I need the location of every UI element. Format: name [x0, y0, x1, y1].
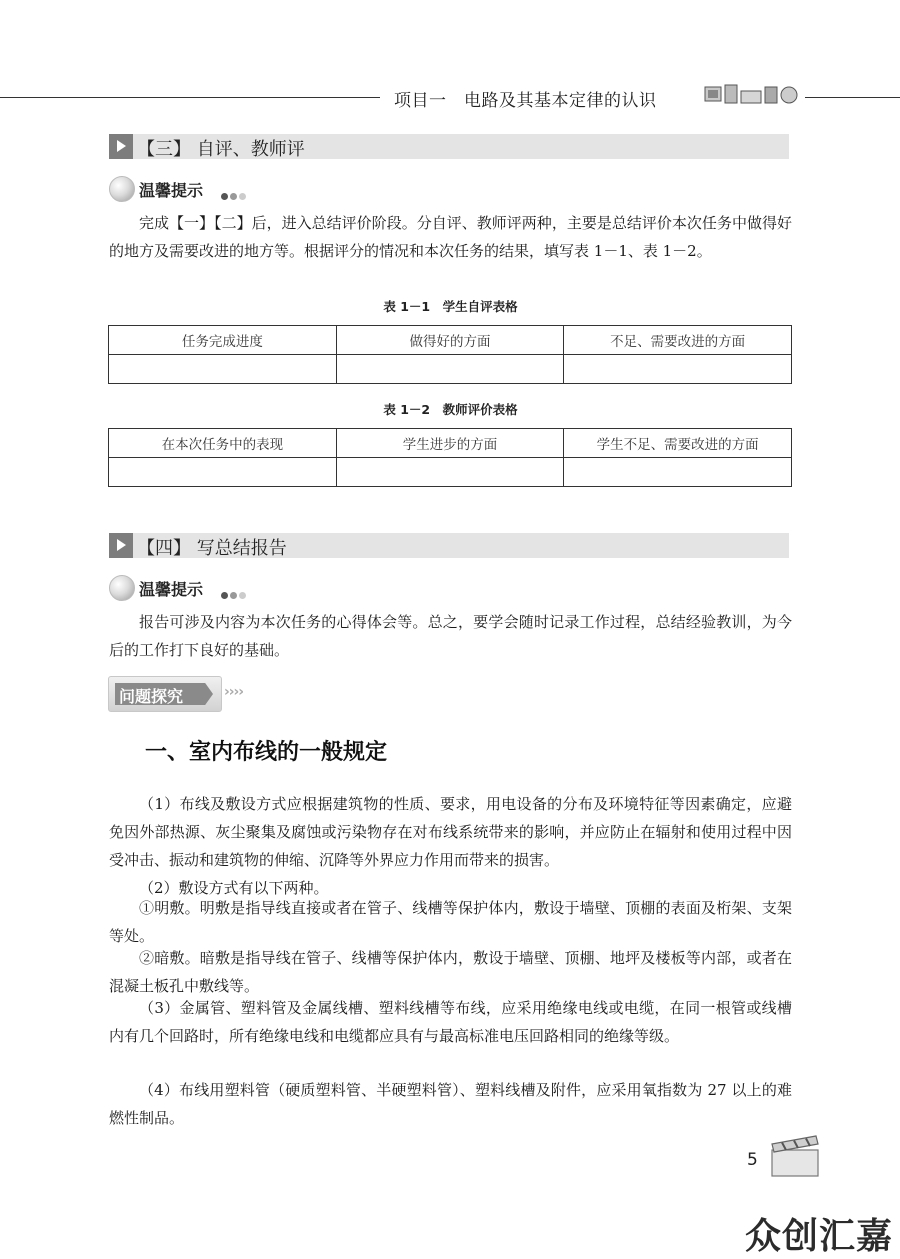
header-rule-left [0, 97, 380, 98]
self-evaluation-table [108, 325, 792, 384]
page-number: 5 [747, 1150, 758, 1170]
chevrons-icon: ›››› [224, 684, 244, 700]
chapter-title: 项目一 电路及其基本定律的认识 [394, 91, 657, 111]
dots-icon [221, 185, 261, 193]
table-cell[interactable] [564, 458, 792, 487]
badge-frame [108, 676, 222, 712]
table-cell[interactable] [564, 355, 792, 384]
rule-paragraph-3: ①明敷。明敷是指导线直接或者在管子、线槽等保护体内，敷设于墙壁、顶棚的表面及桁架、支架等处。 [109, 899, 792, 945]
tip-label: 温馨提示 [139, 181, 204, 200]
table-row [109, 458, 792, 487]
table-header-row [109, 326, 792, 355]
rule-paragraph-2: （2）敷设方式有以下两种。 [139, 879, 329, 897]
globe-icon [109, 575, 135, 601]
watermark-text: 众创汇嘉 [745, 1216, 894, 1257]
play-marker-icon [109, 134, 133, 159]
clapperboard-icon [768, 1134, 822, 1178]
table-header-cell: 在本次任务中的表现 [109, 429, 337, 458]
rule-paragraph-6: （4）布线用塑料管（硬质塑料管、半硬塑料管）、塑料线槽及附件，应采用氧指数为 27 以上的难燃性制品。 [109, 1081, 792, 1127]
tip-label: 温馨提示 [139, 580, 204, 599]
rule-paragraph-1: （1）布线及敷设方式应根据建筑物的性质、要求，用电设备的分布及环境特征等因素确定，应避免因外部热源、灰尘聚集及腐蚀或污染物存在对布线系统带来的影响，并应防止在辐射和使用过程中因受冲击、振动和建筑物的伸缩、沉降等外界应力作用而带来的损害。 [109, 795, 792, 869]
table-header-cell: 任务完成进度 [109, 326, 337, 355]
dots-icon [221, 584, 261, 592]
section-bar-summary-report [109, 533, 789, 558]
section-heading: 一、室内布线的一般规定 [145, 739, 388, 765]
table-cell[interactable] [336, 458, 564, 487]
globe-icon [109, 176, 135, 202]
table-cell[interactable] [109, 458, 337, 487]
rule-paragraph-5: （3）金属管、塑料管及金属线槽、塑料线槽等布线，应采用绝缘电线或电缆，在同一根管或线槽内有几个回路时，所有绝缘电线和电缆都应具有与最高标准电压回路相同的绝缘等级。 [109, 999, 792, 1045]
table-header-cell: 做得好的方面 [336, 326, 564, 355]
badge-label: 问题探究 [119, 687, 184, 706]
section-title: 【三】 自评、教师评 [137, 139, 305, 160]
play-marker-icon [109, 533, 133, 558]
rule-paragraph-4: ②暗敷。暗敷是指导线在管子、线槽等保护体内，敷设于墙壁、顶棚、地坪及楼板等内部，或者在混凝土板孔中敷线等。 [109, 949, 792, 995]
table-cell[interactable] [336, 355, 564, 384]
paragraph-intro: 完成【一】【二】后，进入总结评价阶段。分自评、教师评两种，主要是总结评价本次任务中做得好的地方及需要改进的地方等。根据评分的情况和本次任务的结果，填写表 1－1、表 1－2。 [109, 214, 792, 260]
table-caption: 表 1－2 教师评价表格 [383, 402, 518, 417]
section-bar-self-evaluation [109, 134, 789, 159]
table-header-cell: 不足、需要改进的方面 [564, 326, 792, 355]
table-header-cell: 学生不足、需要改进的方面 [564, 429, 792, 458]
section-title: 【四】 写总结报告 [137, 538, 287, 559]
header-rule-right [805, 97, 900, 98]
appliance-icons [703, 83, 803, 107]
inquiry-badge [108, 676, 248, 712]
table-header-row [109, 429, 792, 458]
paragraph-report: 报告可涉及内容为本次任务的心得体会等。总之，要学会随时记录工作过程，总结经验教训，为今后的工作打下良好的基础。 [109, 613, 792, 659]
table-row [109, 355, 792, 384]
teacher-evaluation-table [108, 428, 792, 487]
table-caption: 表 1－1 学生自评表格 [383, 299, 518, 314]
table-cell[interactable] [109, 355, 337, 384]
table-header-cell: 学生进步的方面 [336, 429, 564, 458]
